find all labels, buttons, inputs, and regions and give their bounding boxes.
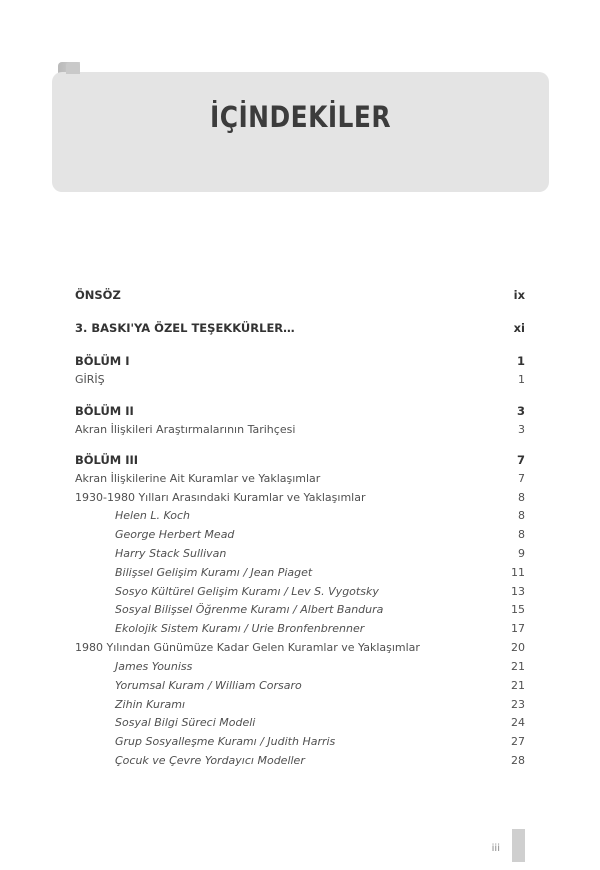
page-number: iii — [491, 843, 500, 854]
toc-row[interactable] — [75, 566, 525, 585]
toc-row[interactable] — [75, 585, 525, 604]
toc-row[interactable] — [75, 547, 525, 566]
toc-entry-label: Sosyal Bilgi Süreci Modeli — [115, 716, 256, 730]
toc-entry-page: 3 — [516, 403, 525, 418]
banner-tab — [66, 62, 80, 74]
toc-entry-label: Zihin Kuramı — [115, 697, 186, 711]
toc-entry-page: 1 — [518, 373, 525, 386]
toc-row[interactable] — [75, 528, 525, 547]
toc-entry-page: ix — [513, 288, 525, 302]
toc-entry-page: 21 — [511, 659, 525, 673]
toc-row[interactable] — [75, 354, 525, 373]
toc-row[interactable] — [75, 404, 525, 423]
toc-entry-label: Sosyo Kültürel Gelişim Kuramı / Lev S. Vygotsky — [115, 584, 379, 598]
toc-entry-page: 21 — [511, 678, 525, 692]
toc-entry-label: Grup Sosyalleşme Kuramı / Judith Harris — [115, 735, 336, 749]
toc-row[interactable] — [75, 453, 525, 472]
toc-row[interactable] — [75, 660, 525, 679]
toc-entry-page: 7 — [516, 453, 525, 467]
toc-entry-page: 9 — [518, 546, 525, 560]
page-edge-strip — [512, 829, 525, 862]
toc-entry-page: 24 — [511, 716, 525, 730]
page-title: İÇİNDEKİLER — [210, 100, 391, 134]
toc-entry-label: Ekolojik Sistem Kuramı / Urie Bronfenbrenner — [115, 622, 365, 636]
toc-entry-page: 20 — [511, 641, 525, 655]
toc-entry-label: 3. BASKI'YA ÖZEL TEŞEKKÜRLER… — [75, 321, 295, 335]
toc-entry-page: 28 — [511, 754, 525, 768]
toc-row[interactable] — [75, 288, 525, 307]
toc-entry-label: Bilişsel Gelişim Kuramı / Jean Piaget — [115, 565, 313, 579]
toc-entry-page: 8 — [518, 509, 525, 522]
table-of-contents — [75, 288, 525, 773]
toc-entry-page: 15 — [511, 603, 525, 617]
toc-entry-page: xi — [513, 321, 525, 335]
toc-entry-label: BÖLÜM II — [75, 403, 134, 418]
toc-row[interactable] — [75, 622, 525, 641]
toc-entry-page: 11 — [511, 565, 525, 579]
toc-entry-label: 1930-1980 Yılları Arasındaki Kuramlar ve Yaklaşımlar — [75, 490, 366, 504]
toc-entry-page: 27 — [511, 735, 525, 749]
toc-row[interactable] — [75, 641, 525, 660]
toc-entry-label: GİRİŞ — [75, 373, 105, 386]
toc-entry-label: Akran İlişkileri Araştırmalarının Tarihçesi — [75, 422, 296, 436]
toc-entry-page: 23 — [511, 697, 525, 711]
toc-entry-label: George Herbert Mead — [115, 527, 235, 541]
toc-row[interactable] — [75, 735, 525, 754]
toc-row[interactable] — [75, 716, 525, 735]
toc-row[interactable] — [75, 472, 525, 491]
toc-entry-label: James Youniss — [115, 659, 193, 673]
toc-entry-page: 17 — [511, 622, 525, 636]
toc-entry-page: 7 — [518, 472, 525, 485]
toc-row[interactable] — [75, 373, 525, 392]
toc-entry-label: Yorumsal Kuram / William Corsaro — [115, 678, 302, 692]
toc-entry-label: Çocuk ve Çevre Yordayıcı Modeller — [115, 754, 305, 768]
toc-row[interactable] — [75, 491, 525, 510]
toc-entry-label: BÖLÜM III — [75, 453, 139, 467]
toc-entry-page: 8 — [518, 490, 525, 504]
toc-entry-page: 8 — [518, 527, 525, 541]
toc-row[interactable] — [75, 603, 525, 622]
toc-row[interactable] — [75, 321, 525, 340]
toc-entry-label: BÖLÜM I — [75, 354, 130, 368]
toc-row[interactable] — [75, 423, 525, 442]
toc-row[interactable] — [75, 698, 525, 717]
toc-row[interactable] — [75, 754, 525, 773]
toc-entry-label: Sosyal Bilişsel Öğrenme Kuramı / Albert Bandura — [115, 603, 384, 617]
toc-entry-page: 13 — [511, 584, 525, 598]
toc-entry-label: ÖNSÖZ — [75, 288, 121, 302]
toc-entry-label: Harry Stack Sullivan — [115, 546, 227, 560]
toc-entry-page: 3 — [518, 422, 525, 436]
toc-entry-label: Helen L. Koch — [115, 509, 191, 522]
toc-entry-label: Akran İlişkilerine Ait Kuramlar ve Yaklaşımlar — [75, 472, 321, 485]
toc-entry-label: 1980 Yılından Günümüze Kadar Gelen Kuramlar ve Yaklaşımlar — [75, 641, 420, 655]
toc-entry-page: 1 — [516, 354, 525, 368]
toc-row[interactable] — [75, 679, 525, 698]
toc-row[interactable] — [75, 509, 525, 528]
